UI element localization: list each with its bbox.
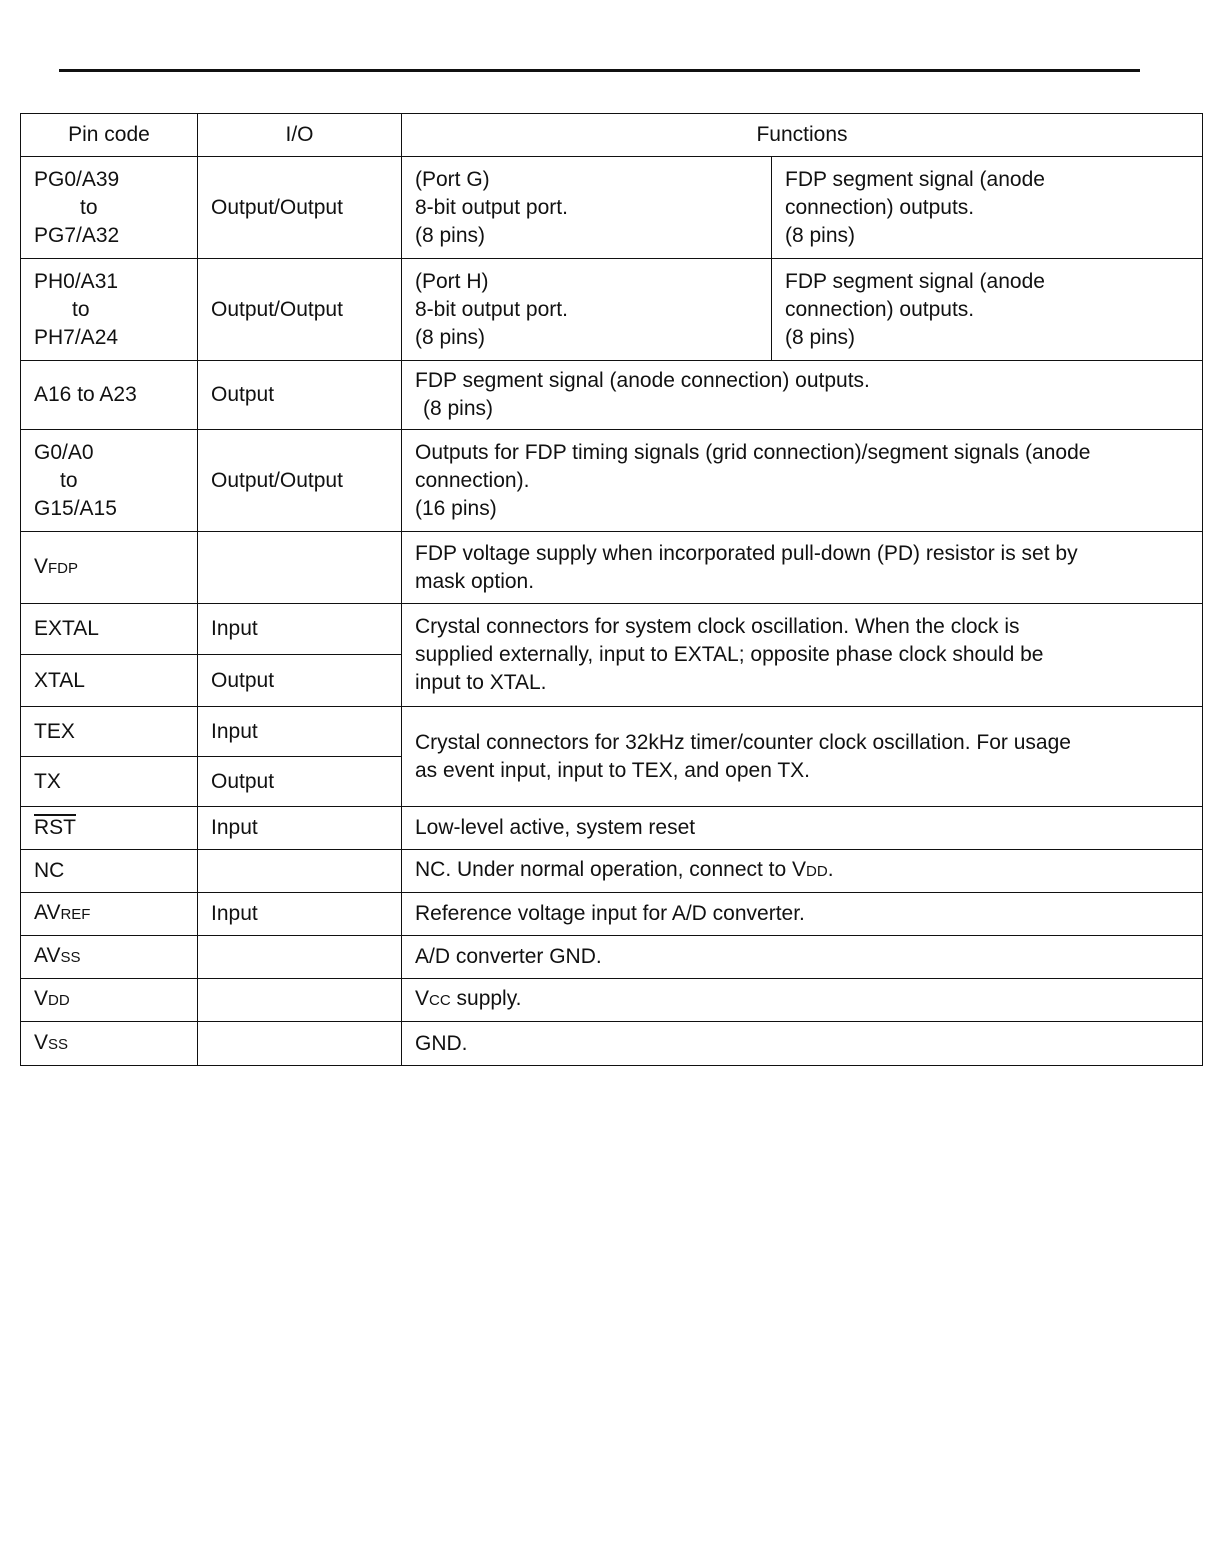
function-line: connection) outputs. bbox=[785, 297, 975, 321]
pin-code-cell: EXTAL bbox=[21, 604, 198, 655]
function-line: supplied externally, input to EXTAL; opposite phase clock should be bbox=[415, 643, 1044, 666]
function-line: (Port G) bbox=[415, 167, 490, 191]
function-segment-cell bbox=[772, 157, 1203, 259]
function-line: 8-bit output port. bbox=[415, 195, 568, 219]
function-line: Outputs for FDP timing signals (grid connection)/segment signals (anode bbox=[415, 440, 1091, 464]
function-line: as event input, input to TEX, and open TX. bbox=[415, 758, 810, 782]
function-line: (8 pins) bbox=[785, 223, 856, 247]
pin-code-cell bbox=[21, 430, 198, 532]
function-line: (8 pins) bbox=[415, 325, 486, 349]
pin-active-low: $\overline{RST}$ bbox=[34, 816, 76, 839]
pin-code-cell bbox=[21, 259, 198, 361]
table-row bbox=[21, 1022, 1203, 1066]
function-line: input to XTAL. bbox=[415, 671, 547, 694]
table-row bbox=[21, 604, 1203, 655]
io-cell bbox=[198, 1022, 402, 1066]
table-header-row bbox=[21, 114, 1203, 157]
pin-range-to: to bbox=[60, 468, 78, 492]
table-row bbox=[21, 157, 1203, 259]
io-cell bbox=[198, 850, 402, 893]
function-line: 8-bit output port. bbox=[415, 297, 568, 321]
pin-subscript: SS bbox=[48, 1035, 69, 1053]
header-io: I/O bbox=[198, 114, 402, 157]
pin-subscript: REF bbox=[60, 906, 91, 923]
table-row bbox=[21, 532, 1203, 604]
pin-range-end: PH7/A24 bbox=[34, 325, 119, 349]
function-cell bbox=[402, 430, 1203, 532]
pin-code-cell bbox=[21, 807, 198, 850]
io-cell: Output/Output bbox=[198, 259, 402, 361]
pin-function-table bbox=[20, 113, 1203, 1066]
function-line: FDP segment signal (anode connection) outputs. bbox=[415, 369, 870, 392]
io-cell: Input bbox=[198, 807, 402, 850]
function-cell: Low-level active, system reset bbox=[402, 807, 1203, 850]
pin-subscript: FDP bbox=[48, 559, 79, 577]
io-cell: Input bbox=[198, 604, 402, 655]
function-line: (8 pins) bbox=[423, 397, 494, 420]
function-line: FDP segment signal (anode bbox=[785, 167, 1045, 191]
pin-code-cell bbox=[21, 893, 198, 936]
table-row bbox=[21, 430, 1203, 532]
header-pin-code: Pin code bbox=[21, 114, 198, 157]
pin-code-cell: A16 to A23 bbox=[21, 361, 198, 430]
pin-main: AV bbox=[34, 901, 61, 924]
io-cell: Output bbox=[198, 361, 402, 430]
function-cell: GND. bbox=[402, 1022, 1203, 1066]
function-port-cell bbox=[402, 259, 772, 361]
function-line: mask option. bbox=[415, 569, 535, 593]
pin-range-start: PH0/A31 bbox=[34, 269, 119, 293]
function-cell bbox=[402, 850, 1203, 893]
pin-range-to: to bbox=[80, 195, 98, 219]
function-line: FDP voltage supply when incorporated pull-down (PD) resistor is set by bbox=[415, 541, 1078, 565]
function-cell bbox=[402, 604, 1203, 707]
function-segment-cell bbox=[772, 259, 1203, 361]
io-cell: Output/Output bbox=[198, 430, 402, 532]
pin-code-cell bbox=[21, 936, 198, 979]
io-cell: Output bbox=[198, 757, 402, 807]
function-cell: Reference voltage input for A/D converter. bbox=[402, 893, 1203, 936]
pin-code-cell: XTAL bbox=[21, 655, 198, 707]
table-row bbox=[21, 259, 1203, 361]
io-cell: Input bbox=[198, 893, 402, 936]
pin-subscript: DD bbox=[48, 992, 70, 1009]
table-row bbox=[21, 850, 1203, 893]
table-row bbox=[21, 936, 1203, 979]
pin-range-start: PG0/A39 bbox=[34, 167, 120, 191]
function-text: NC. Under normal operation, connect to V bbox=[415, 858, 807, 881]
function-line: connection). bbox=[415, 468, 530, 492]
pin-subscript: SS bbox=[60, 949, 81, 966]
io-cell: Output/Output bbox=[198, 157, 402, 259]
io-cell bbox=[198, 936, 402, 979]
function-cell: A/D converter GND. bbox=[402, 936, 1203, 979]
function-line: Crystal connectors for 32kHz timer/counter clock oscillation. For usage bbox=[415, 730, 1071, 754]
pin-code-cell bbox=[21, 1022, 198, 1066]
pin-code-cell bbox=[21, 157, 198, 259]
pin-code-cell: NC bbox=[21, 850, 198, 893]
function-text: V bbox=[415, 987, 430, 1010]
pin-main: V bbox=[34, 554, 49, 578]
pin-code-cell: TX bbox=[21, 757, 198, 807]
pin-main: AV bbox=[34, 944, 61, 967]
function-line: Crystal connectors for system clock oscillation. When the clock is bbox=[415, 615, 1020, 638]
pin-main: V bbox=[34, 1030, 49, 1054]
header-rule bbox=[59, 69, 1140, 72]
function-subscript: DD bbox=[806, 863, 828, 880]
function-cell bbox=[402, 361, 1203, 430]
function-line-wrap bbox=[415, 395, 1202, 423]
function-subscript: CC bbox=[429, 992, 451, 1009]
io-cell bbox=[198, 979, 402, 1022]
pin-range-end: G15/A15 bbox=[34, 496, 117, 520]
io-cell bbox=[198, 532, 402, 604]
function-port-cell bbox=[402, 157, 772, 259]
function-line: FDP segment signal (anode bbox=[785, 269, 1045, 293]
table-row bbox=[21, 361, 1203, 430]
pin-range-end: PG7/A32 bbox=[34, 223, 120, 247]
pin-range-to: to bbox=[72, 297, 90, 321]
function-line: (8 pins) bbox=[415, 223, 486, 247]
io-cell: Input bbox=[198, 707, 402, 757]
function-line: (16 pins) bbox=[415, 496, 497, 520]
pin-range-start: G0/A0 bbox=[34, 440, 94, 464]
pin-main: V bbox=[34, 987, 49, 1010]
function-line: (8 pins) bbox=[785, 325, 856, 349]
function-line: (Port H) bbox=[415, 269, 489, 293]
header-functions: Functions bbox=[402, 114, 1203, 157]
function-line: connection) outputs. bbox=[785, 195, 975, 219]
function-text-end: supply. bbox=[450, 987, 522, 1010]
table-row bbox=[21, 707, 1203, 757]
io-cell: Output bbox=[198, 655, 402, 707]
table-row bbox=[21, 807, 1203, 850]
pin-code-cell bbox=[21, 532, 198, 604]
function-text-end: . bbox=[827, 858, 834, 881]
function-cell bbox=[402, 532, 1203, 604]
table-row bbox=[21, 979, 1203, 1022]
pin-code-cell bbox=[21, 979, 198, 1022]
table-row bbox=[21, 893, 1203, 936]
pin-code-cell: TEX bbox=[21, 707, 198, 757]
function-cell bbox=[402, 707, 1203, 807]
function-cell bbox=[402, 979, 1203, 1022]
